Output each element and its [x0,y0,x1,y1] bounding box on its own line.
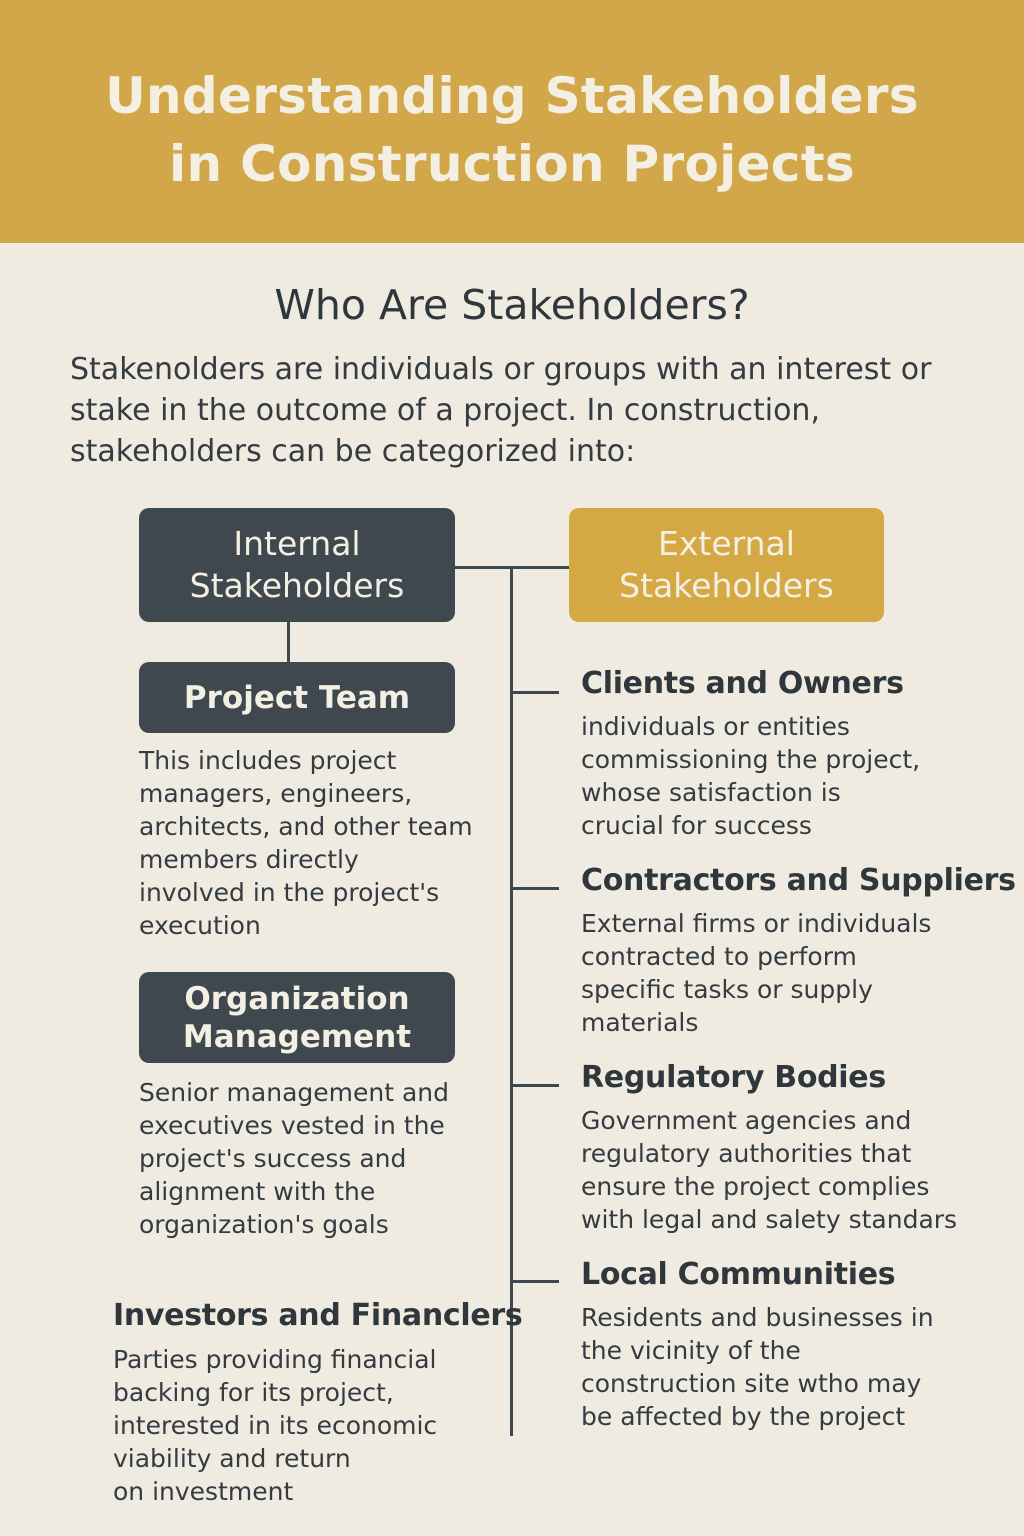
intro-line: stake in the outcome of a project. In construction, [70,393,820,428]
description-line: be affected by the project [581,1402,906,1431]
description-line: with legal and salety standars [581,1205,958,1234]
description-line: involved in the project's [139,878,440,907]
description-line: on investment [113,1477,294,1506]
intro-line: Stakenolders are individuals or groups with an interest or [70,352,932,387]
title-banner [0,0,1024,243]
description-line: individuals or entities [581,712,850,741]
internal-stakeholders-label: Stakeholders [189,566,405,605]
description-line: commissioning the project, [581,745,921,774]
description-line: whose satisfaction is [581,778,841,807]
description-line: the vicinity of the [581,1336,801,1365]
connector-branch-regulatory [510,1084,559,1087]
external-stakeholders-box [569,508,884,622]
description-line: managers, engineers, [139,779,413,808]
description-line: This includes project [139,746,397,775]
page-title-line: Understanding Stakeholders [105,67,919,125]
description-line: backing for its project, [113,1378,394,1407]
internal-stakeholders-box [139,508,455,622]
description-line: ensure the project complies [581,1172,930,1201]
connector-branch-communities [510,1280,559,1283]
connector-branch-clients [510,691,559,694]
clients-owners-description [581,710,1001,842]
description-line: contracted to perform [581,942,857,971]
regulatory-bodies-title: Regulatory Bodies [581,1060,886,1095]
description-line: members directly [139,845,359,874]
regulatory-bodies-description [581,1104,1001,1236]
external-stakeholders-label: Stakeholders [619,566,834,605]
connector-branch-contractors [510,887,559,890]
description-line: project's success and [139,1144,407,1173]
description-line: regulatory authorities that [581,1139,912,1168]
clients-owners-title: Clients and Owners [581,666,904,701]
intro-line: stakeholders can be categorized into: [70,434,636,469]
description-line: organization's goals [139,1210,389,1239]
project-team-box [139,662,455,733]
description-line: execution [139,911,261,940]
organization-management-description [139,1076,489,1241]
organization-management-box [139,972,455,1063]
description-line: External firms or individuals [581,909,932,938]
connector-internal-team [287,622,290,662]
contractors-suppliers-title: Contractors and Suppliers [581,863,1016,898]
organization-management-label: Management [182,1018,412,1055]
description-line: construction site wtho may [581,1369,922,1398]
description-line: executives vested in the [139,1111,445,1140]
description-line: Senior management and [139,1078,450,1107]
page-title-line: in Construction Projects [169,135,855,193]
project-team-description [139,744,489,942]
internal-stakeholders-label: Internal [233,524,361,563]
description-line: interested in its economic [113,1411,438,1440]
description-line: Parties providing financial [113,1345,437,1374]
description-line: crucial for success [581,811,812,840]
description-line: architects, and other team [139,812,473,841]
organization-management-label: Organization [184,980,410,1017]
description-line: materials [581,1008,699,1037]
description-line: Government agencies and [581,1106,912,1135]
intro-paragraph [70,349,970,472]
description-line: specific tasks or supply [581,975,873,1004]
description-line: viability and return [113,1444,351,1473]
investors-description [113,1343,493,1508]
local-communities-description [581,1301,1001,1433]
description-line: Residents and businesses in [581,1303,934,1332]
local-communities-title: Local Communities [581,1257,896,1292]
external-stakeholders-label: External [658,524,795,563]
section-heading: Who Are Stakeholders? [274,281,750,329]
page-title [40,62,984,198]
description-line: alignment with the [139,1177,376,1206]
project-team-label: Project Team [183,679,411,716]
contractors-suppliers-description [581,907,1001,1039]
investors-title: Investors and Financlers [113,1298,523,1333]
